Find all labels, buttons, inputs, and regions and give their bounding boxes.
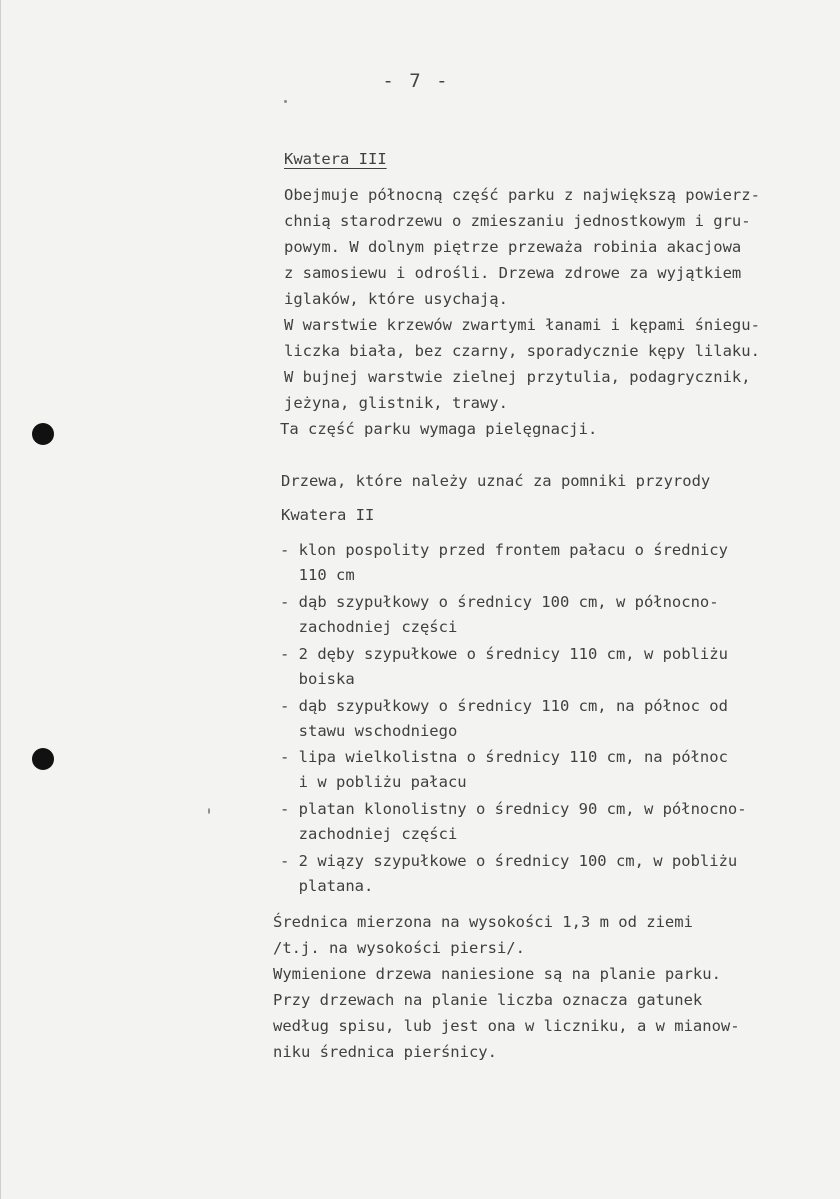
note-line: według spisu, lub jest ona w liczniku, a w mianow- bbox=[273, 1017, 740, 1035]
list-item: - platan klonolistny o średnicy 90 cm, w północno- bbox=[280, 800, 747, 818]
monuments-heading: Drzewa, które należy uznać za pomniki przyrody bbox=[281, 472, 711, 490]
list-item-continuation: 110 cm bbox=[280, 566, 355, 584]
paragraph-line: liczka biała, bez czarny, sporadycznie kępy lilaku. bbox=[284, 342, 760, 360]
list-item-continuation: zachodniej części bbox=[280, 825, 458, 843]
list-item: - dąb szypułkowy o średnicy 100 cm, w północno- bbox=[280, 593, 719, 611]
paragraph-line: z samosiewu i odrośli. Drzewa zdrowe za wyjątkiem bbox=[284, 264, 742, 282]
list-item: - 2 wiązy szypułkowe o średnicy 100 cm, w pobliżu bbox=[280, 852, 738, 870]
monuments-subheading: Kwatera II bbox=[281, 506, 375, 524]
note-line: Przy drzewach na planie liczba oznacza gatunek bbox=[273, 991, 703, 1009]
list-item-continuation: platana. bbox=[280, 877, 374, 895]
note-line: niku średnica pierśnicy. bbox=[273, 1043, 497, 1061]
paragraph-line: Obejmuje północną część parku z największą powierz- bbox=[284, 186, 760, 204]
list-item: - klon pospolity przed frontem pałacu o średnicy bbox=[280, 541, 728, 559]
paper-speck bbox=[208, 808, 210, 814]
paragraph-line: powym. W dolnym piętrze przeważa robinia akacjowa bbox=[284, 238, 742, 256]
list-item-continuation: stawu wschodniego bbox=[280, 722, 458, 740]
page-number: - 7 - bbox=[382, 70, 450, 92]
list-item-continuation: boiska bbox=[280, 670, 355, 688]
punch-hole bbox=[32, 423, 54, 445]
paragraph-line: W bujnej warstwie zielnej przytulia, podagrycznik, bbox=[284, 368, 751, 386]
list-item: - dąb szypułkowy o średnicy 110 cm, na północ od bbox=[280, 697, 728, 715]
list-item-continuation: zachodniej części bbox=[280, 618, 458, 636]
paragraph-line: iglaków, które usychają. bbox=[284, 290, 508, 308]
punch-hole bbox=[32, 748, 54, 770]
note-line: Średnica mierzona na wysokości 1,3 m od ziemi bbox=[273, 913, 693, 931]
note-line: Wymienione drzewa naniesione są na planie parku. bbox=[273, 965, 721, 983]
list-item: - 2 dęby szypułkowe o średnicy 110 cm, w pobliżu bbox=[280, 645, 728, 663]
section-heading: Kwatera III bbox=[284, 150, 387, 168]
paragraph-line: chnią starodrzewu o zmieszaniu jednostkowym i gru- bbox=[284, 212, 751, 230]
list-item: - lipa wielkolistna o średnicy 110 cm, na północ bbox=[280, 748, 728, 766]
paragraph-line: jeżyna, glistnik, trawy. bbox=[284, 394, 508, 412]
paragraph-line: Ta część parku wymaga pielęgnacji. bbox=[280, 420, 598, 438]
paragraph-line: W warstwie krzewów zwartymi łanami i kępami śniegu- bbox=[284, 316, 760, 334]
paper-speck bbox=[284, 100, 287, 103]
list-item-continuation: i w pobliżu pałacu bbox=[280, 773, 467, 791]
note-line: /t.j. na wysokości piersi/. bbox=[273, 939, 525, 957]
